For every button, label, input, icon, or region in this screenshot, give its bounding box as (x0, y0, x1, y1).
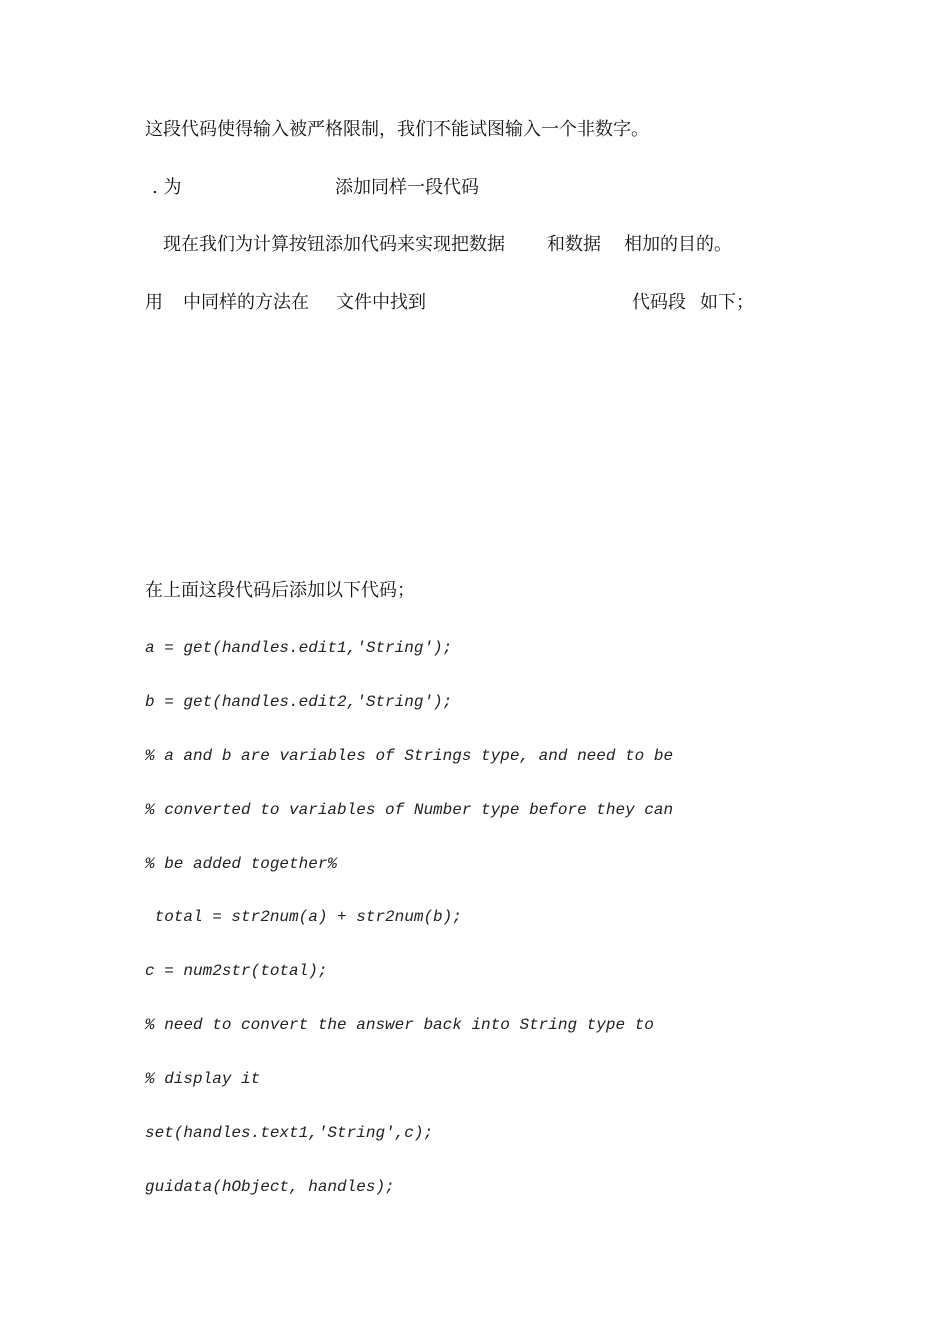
paragraph-calc-button (163, 234, 783, 256)
paragraph-find-code-part5: 如下； (700, 292, 754, 313)
paragraph-find-code-part1: 用 (145, 292, 163, 313)
section-heading (152, 177, 552, 199)
code-comment-line: % a and b are variables of Strings type, and need to be (145, 747, 674, 765)
paragraph-find-code (145, 292, 765, 314)
section-heading-title: 添加同样一段代码 (335, 177, 479, 198)
paragraph-find-code-part4: 代码段 (632, 292, 686, 313)
code-comment-line: % converted to variables of Number type before they can (145, 801, 674, 819)
code-comment-line: % display it (145, 1070, 261, 1088)
code-line: b = get(handles.edit2,'String'); (145, 693, 453, 711)
paragraph-calc-button-part1: 现在我们为计算按钮添加代码来实现把数据 (163, 234, 505, 255)
code-line: a = get(handles.edit1,'String'); (145, 639, 453, 657)
code-line: guidata(hObject, handles); (145, 1178, 395, 1196)
paragraph-find-code-part3: 文件中找到 (336, 292, 426, 313)
code-line: total = str2num(a) + str2num(b); (145, 908, 462, 926)
section-heading-prefix: . 为 (152, 177, 182, 198)
paragraph-input-restriction: 这段代码使得输入被严格限制，我们不能试图输入一个非数字。 (145, 119, 649, 140)
code-comment-line: % need to convert the answer back into String type to (145, 1016, 654, 1034)
code-line: set(handles.text1,'String',c); (145, 1124, 434, 1142)
paragraph-add-code: 在上面这段代码后添加以下代码； (145, 580, 415, 601)
paragraph-calc-button-part2: 和数据 (547, 234, 601, 255)
paragraph-find-code-part2: 中同样的方法在 (183, 292, 309, 313)
paragraph-calc-button-part3: 相加的目的。 (624, 234, 732, 255)
code-line: c = num2str(total); (145, 962, 328, 980)
code-comment-line: % be added together% (145, 855, 338, 873)
